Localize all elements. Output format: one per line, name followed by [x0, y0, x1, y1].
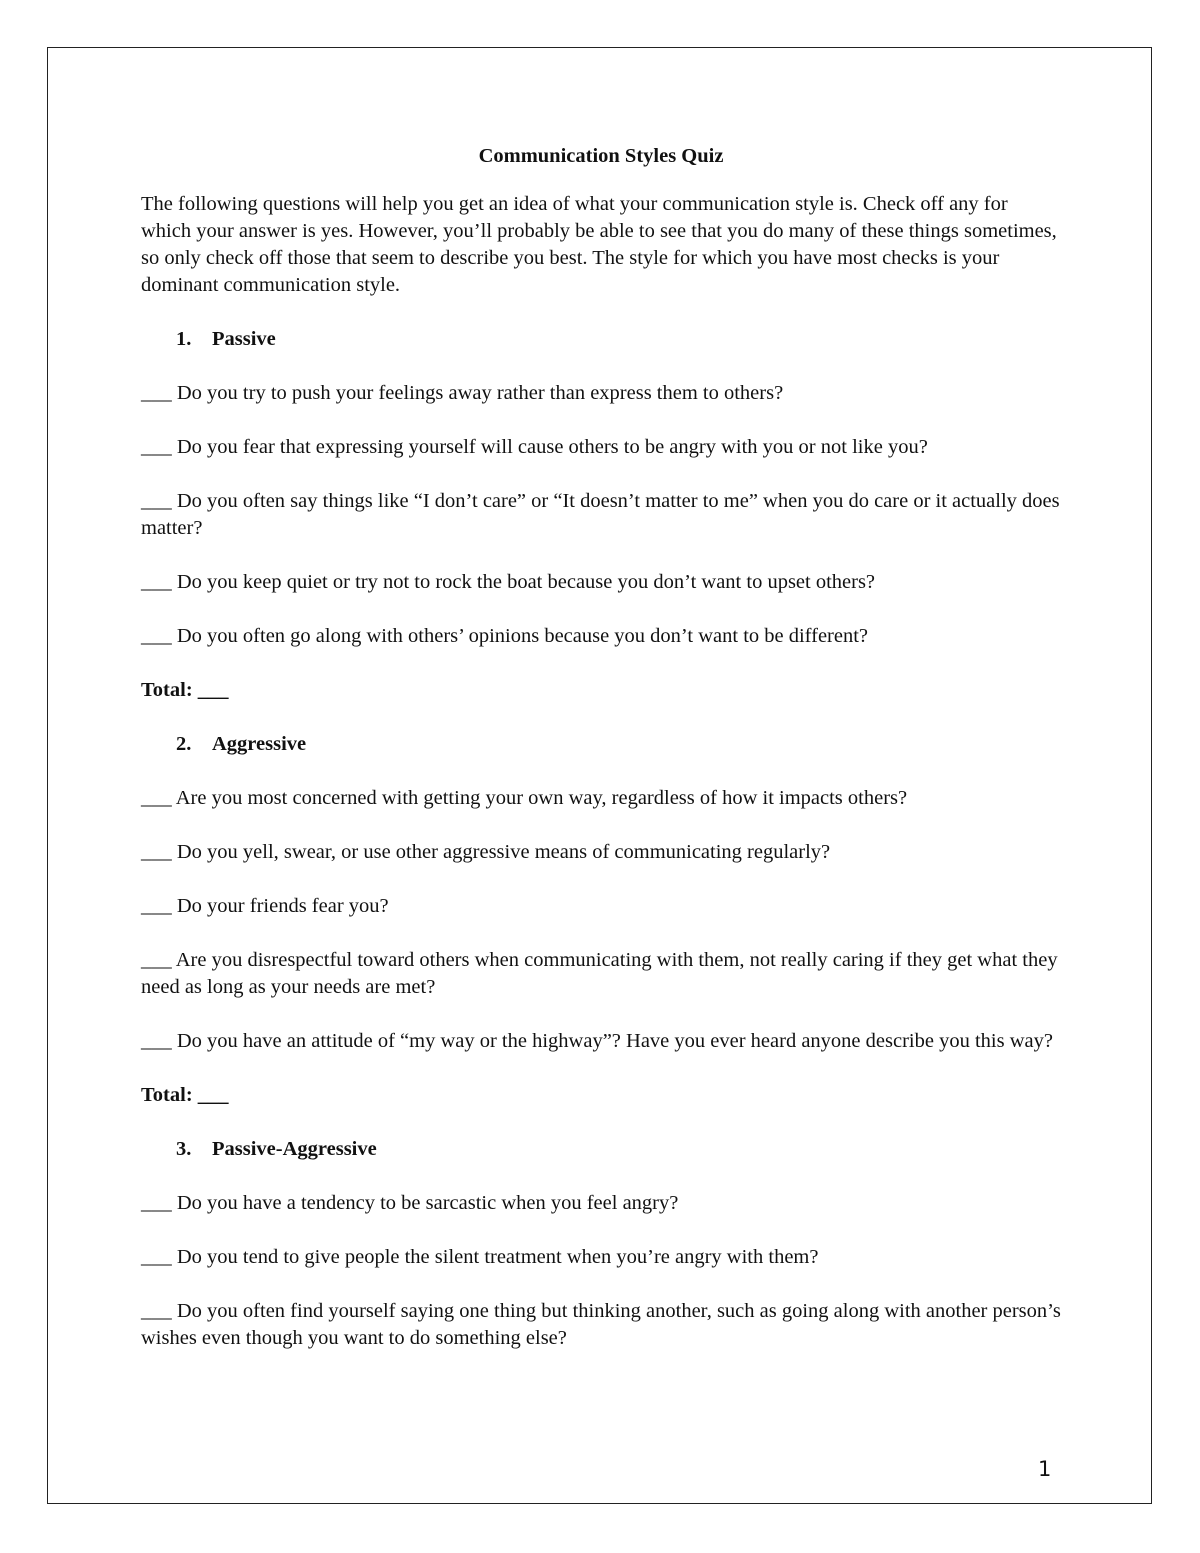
question-item: ___ Do you often say things like “I don’t care” or “It doesn’t matter to me” when you do care or it actually does matter?	[141, 490, 1060, 539]
section-number: 3.	[176, 1138, 192, 1160]
question-item: ___ Do your friends fear you?	[141, 895, 389, 917]
question-item: ___ Do you yell, swear, or use other aggressive means of communicating regularly?	[141, 841, 831, 863]
section-number: 1.	[176, 328, 192, 350]
question-item: ___ Do you tend to give people the silent treatment when you’re angry with them?	[141, 1246, 819, 1268]
section-heading-aggressive	[141, 731, 1061, 758]
section-heading-passive	[141, 326, 1061, 353]
section-number: 2.	[176, 733, 192, 755]
question-item: ___ Do you fear that expressing yourself will cause others to be angry with you or not like you?	[141, 436, 928, 458]
section-title: Passive-Aggressive	[212, 1138, 377, 1160]
total-aggressive: Total: ___	[141, 1084, 229, 1106]
question-item: ___ Do you often go along with others’ opinions because you don’t want to be different?	[141, 625, 869, 647]
document-body	[141, 140, 1061, 1379]
page-number: 1	[1038, 1457, 1052, 1481]
section-heading-passive-aggressive	[141, 1136, 1061, 1163]
question-item: ___ Do you keep quiet or try not to rock the boat because you don’t want to upset others?	[141, 571, 876, 593]
question-item: ___ Are you most concerned with getting your own way, regardless of how it impacts others?	[141, 787, 908, 809]
question-item: ___ Do you have an attitude of “my way or the highway”? Have you ever heard anyone describe you this way?	[141, 1030, 1053, 1052]
question-item: ___ Do you often find yourself saying one thing but thinking another, such as going along with another person’s wishes even though you want to do something else?	[141, 1300, 1061, 1349]
intro-paragraph: The following questions will help you get an idea of what your communication style is. Check off any for which your answer is yes. However, you’ll probably be able to see that you do many of these things sometimes, so only check off those that seem to describe you best. The style for which you have most checks is your dominant communication style.	[141, 193, 1057, 296]
question-item: ___ Do you try to push your feelings away rather than express them to others?	[141, 382, 784, 404]
total-passive: Total: ___	[141, 679, 229, 701]
question-item: ___ Are you disrespectful toward others when communicating with them, not really caring if they get what they need as long as your needs are met?	[141, 949, 1058, 998]
section-title: Aggressive	[212, 733, 307, 755]
question-item: ___ Do you have a tendency to be sarcastic when you feel angry?	[141, 1192, 679, 1214]
section-title: Passive	[212, 328, 276, 350]
document-title: Communication Styles Quiz	[478, 145, 724, 167]
